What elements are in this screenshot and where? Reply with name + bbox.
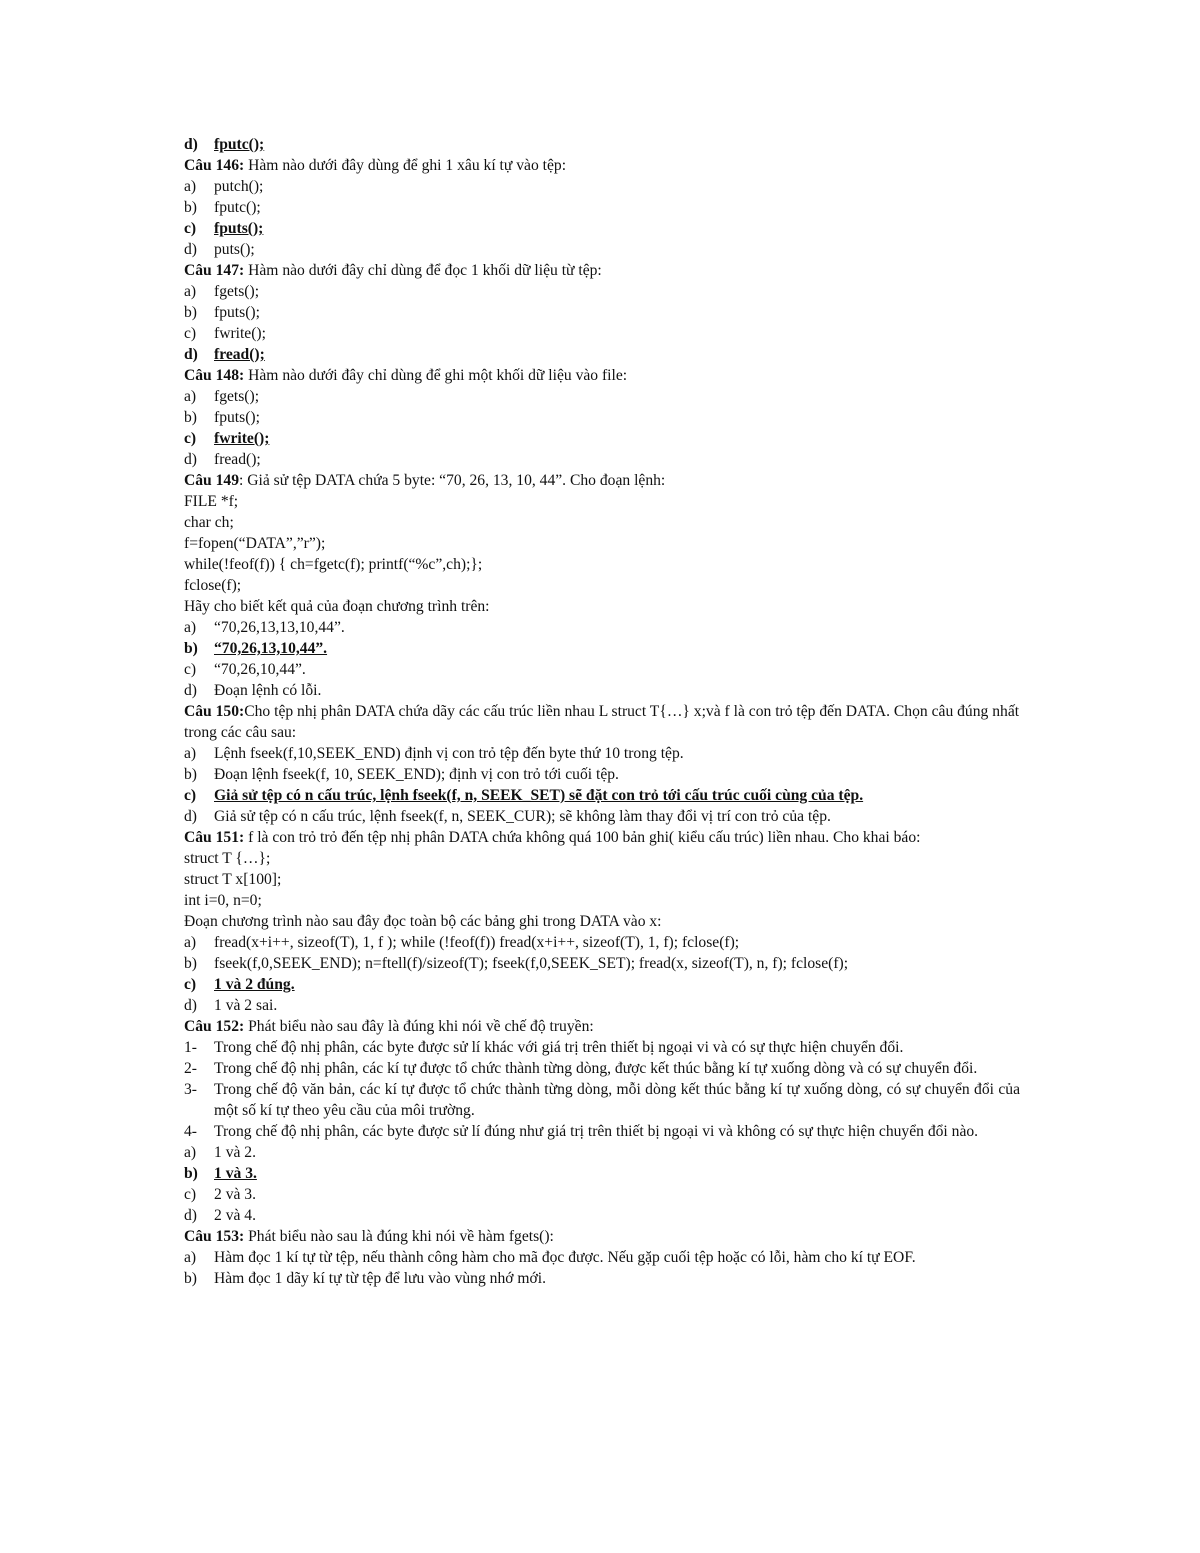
question-text: Hàm nào dưới đây chỉ dùng để đọc 1 khối dữ liệu từ tệp: [244, 262, 602, 279]
correct-answer-option [184, 134, 1020, 155]
answer-option [184, 1079, 1020, 1121]
option-text: Trong chế độ nhị phân, các kí tự được tổ chức thành từng dòng, được kết thúc bằng kí tự xuống dòng và có sự chuyển đổi. [214, 1060, 978, 1077]
option-text: Trong chế độ văn bản, các kí tự được tổ chức thành từng dòng, mỗi dòng kết thúc bằng kí tự xuống dòng, có sự chuyển đổi của một số kí tự theo yêu cầu của môi trường. [214, 1081, 1020, 1119]
correct-answer-option [184, 974, 1020, 995]
option-label: a) [184, 934, 197, 951]
question-heading [184, 827, 1020, 848]
option-text: 1 và 2 sai. [214, 997, 278, 1014]
answer-option [184, 932, 1020, 953]
code-line: struct T x[100]; [184, 871, 282, 888]
option-text: Đoạn lệnh có lỗi. [214, 682, 322, 699]
option-text: Hàm đọc 1 kí tự từ tệp, nếu thành công hàm cho mã đọc được. Nếu gặp cuối tệp hoặc có lỗi, hàm cho kí tự EOF. [214, 1249, 916, 1266]
option-label: 2- [184, 1060, 197, 1077]
question-text: Hàm nào dưới đây chỉ dùng để ghi một khối dữ liệu vào file: [244, 367, 628, 384]
question-text: Phát biểu nào sau đây là đúng khi nói về chế độ truyền: [244, 1018, 594, 1035]
option-text: “70,26,13,10,44”. [214, 640, 328, 657]
option-text: fputs(); [214, 409, 260, 426]
code-line: FILE *f; [184, 493, 239, 510]
option-label: b) [184, 640, 198, 657]
question-heading [184, 260, 1020, 281]
option-label: b) [184, 1165, 198, 1182]
option-text: “70,26,13,13,10,44”. [214, 619, 345, 636]
code-line: f=fopen(“DATA”,”r”); [184, 535, 326, 552]
question-heading [184, 365, 1020, 386]
option-text: 1 và 3. [214, 1165, 257, 1182]
option-label: 3- [184, 1081, 197, 1098]
answer-option [184, 1205, 1020, 1226]
option-text: Giả sử tệp có n cấu trúc, lệnh fseek(f, n, SEEK_CUR); sẽ không làm thay đổi vị trí con trỏ của tệp. [214, 808, 831, 825]
correct-answer-option [184, 638, 1020, 659]
option-label: a) [184, 619, 197, 636]
answer-option [184, 1142, 1020, 1163]
correct-answer-option [184, 785, 1020, 806]
answer-option [184, 239, 1020, 260]
option-text: fread(); [214, 451, 261, 468]
option-label: d) [184, 997, 197, 1014]
option-label: d) [184, 808, 197, 825]
question-number: Câu 150: [184, 703, 245, 720]
option-label: c) [184, 325, 197, 342]
option-text: fseek(f,0,SEEK_END); n=ftell(f)/sizeof(T); fseek(f,0,SEEK_SET); fread(x, sizeof(T), n, f); fclose(f); [214, 955, 849, 972]
option-label: a) [184, 1249, 197, 1266]
correct-answer-option [184, 344, 1020, 365]
option-label: b) [184, 409, 197, 426]
question-text: Phát biểu nào sau là đúng khi nói về hàm fgets(): [244, 1228, 554, 1245]
option-text: Trong chế độ nhị phân, các byte được sử lí khác với giá trị trên thiết bị ngoại vi và có sự thực hiện chuyển đổi. [214, 1039, 904, 1056]
correct-answer-option [184, 1163, 1020, 1184]
question-number: Câu 146: [184, 157, 245, 174]
question-heading [184, 701, 1020, 743]
answer-option [184, 680, 1020, 701]
code-line: Hãy cho biết kết quả của đoạn chương trình trên: [184, 598, 490, 615]
option-label: a) [184, 283, 197, 300]
question-text: Cho tệp nhị phân DATA chứa dãy các cấu trúc liền nhau L struct T{…} x;và f là con trỏ tệp đến DATA. Chọn câu đúng nhất trong các câu sau: [184, 703, 1020, 741]
question-text: Hàm nào dưới đây dùng để ghi 1 xâu kí tự vào tệp: [244, 157, 567, 174]
option-label: b) [184, 304, 197, 321]
option-text: fread(x+i++, sizeof(T), 1, f ); while (!feof(f)) fread(x+i++, sizeof(T), 1, f); fclose(f); [214, 934, 740, 951]
answer-option [184, 659, 1020, 680]
correct-answer-option [184, 428, 1020, 449]
answer-option [184, 995, 1020, 1016]
option-label: d) [184, 136, 198, 153]
option-label: a) [184, 745, 197, 762]
option-label: c) [184, 220, 197, 237]
option-text: 1 và 2. [214, 1144, 257, 1161]
option-label: d) [184, 241, 197, 258]
option-text: 2 và 3. [214, 1186, 257, 1203]
correct-answer-option [184, 218, 1020, 239]
option-label: d) [184, 346, 198, 363]
answer-option [184, 197, 1020, 218]
option-label: a) [184, 1144, 197, 1161]
question-number: Câu 149 [184, 472, 240, 489]
answer-option [184, 953, 1020, 974]
option-text: Lệnh fseek(f,10,SEEK_END) định vị con trỏ tệp đến byte thứ 10 trong tệp. [214, 745, 684, 762]
option-text: Đoạn lệnh fseek(f, 10, SEEK_END); định vị con trỏ tới cuối tệp. [214, 766, 619, 783]
option-label: c) [184, 976, 197, 993]
option-text: 2 và 4. [214, 1207, 257, 1224]
option-label: b) [184, 955, 197, 972]
option-label: c) [184, 1186, 197, 1203]
option-label: c) [184, 430, 197, 447]
answer-option [184, 302, 1020, 323]
option-text: Giả sử tệp có n cấu trúc, lệnh fseek(f, n, SEEK_SET) sẽ đặt con trỏ tới cấu trúc cuối cùng của tệp. [214, 787, 864, 804]
option-label: a) [184, 388, 197, 405]
option-text: putch(); [214, 178, 264, 195]
option-text: Hàm đọc 1 dãy kí tự từ tệp để lưu vào vùng nhớ mới. [214, 1270, 547, 1287]
option-text: fwrite(); [214, 325, 266, 342]
option-label: b) [184, 199, 197, 216]
option-label: a) [184, 178, 197, 195]
question-number: Câu 152: [184, 1018, 245, 1035]
code-line: Đoạn chương trình nào sau đây đọc toàn bộ các bảng ghi trong DATA vào x: [184, 913, 662, 930]
answer-option [184, 1121, 1020, 1142]
option-text: fputc(); [214, 136, 265, 153]
option-label: d) [184, 451, 197, 468]
code-line: int i=0, n=0; [184, 892, 262, 909]
answer-option [184, 449, 1020, 470]
option-text: fputs(); [214, 304, 260, 321]
answer-option [184, 1247, 1020, 1268]
option-text: fgets(); [214, 283, 260, 300]
option-text: fgets(); [214, 388, 260, 405]
option-text: fputc(); [214, 199, 261, 216]
option-label: b) [184, 1270, 197, 1287]
option-label: c) [184, 661, 197, 678]
option-label: d) [184, 682, 197, 699]
option-text: fread(); [214, 346, 265, 363]
code-line: char ch; [184, 514, 234, 531]
question-text: : Giả sử tệp DATA chứa 5 byte: “70, 26, 13, 10, 44”. Cho đoạn lệnh: [239, 472, 666, 489]
answer-option [184, 1268, 1020, 1289]
answer-option [184, 1058, 1020, 1079]
option-text: Trong chế độ nhị phân, các byte được sử lí đúng như giá trị trên thiết bị ngoại vi và không có sự thực hiện chuyển đổi nào. [214, 1123, 979, 1140]
option-label: b) [184, 766, 197, 783]
question-text: f là con trỏ trỏ đến tệp nhị phân DATA chứa không quá 100 bản ghi( kiểu cấu trúc) liền nhau. Cho khai báo: [244, 829, 921, 846]
option-label: 4- [184, 1123, 197, 1140]
question-heading [184, 1226, 1020, 1247]
answer-option [184, 176, 1020, 197]
answer-option [184, 281, 1020, 302]
answer-option [184, 743, 1020, 764]
answer-option [184, 1184, 1020, 1205]
code-line: while(!feof(f)) { ch=fgetc(f); printf(“%c”,ch);}; [184, 556, 483, 573]
answer-option [184, 407, 1020, 428]
answer-option [184, 764, 1020, 785]
option-text: puts(); [214, 241, 255, 258]
question-heading [184, 155, 1020, 176]
answer-option [184, 1037, 1020, 1058]
code-line: struct T {…}; [184, 850, 271, 867]
option-label: c) [184, 787, 197, 804]
option-text: fwrite(); [214, 430, 270, 447]
question-number: Câu 153: [184, 1228, 245, 1245]
answer-option [184, 323, 1020, 344]
question-heading [184, 1016, 1020, 1037]
option-text: “70,26,10,44”. [214, 661, 306, 678]
option-label: 1- [184, 1039, 197, 1056]
answer-option [184, 806, 1020, 827]
question-number: Câu 148: [184, 367, 245, 384]
option-label: d) [184, 1207, 197, 1224]
option-text: fputs(); [214, 220, 264, 237]
document-page [184, 134, 1020, 1289]
question-number: Câu 151: [184, 829, 245, 846]
answer-option [184, 617, 1020, 638]
answer-option [184, 386, 1020, 407]
code-line: fclose(f); [184, 577, 242, 594]
question-heading [184, 470, 1020, 491]
question-number: Câu 147: [184, 262, 245, 279]
option-text: 1 và 2 đúng. [214, 976, 295, 993]
